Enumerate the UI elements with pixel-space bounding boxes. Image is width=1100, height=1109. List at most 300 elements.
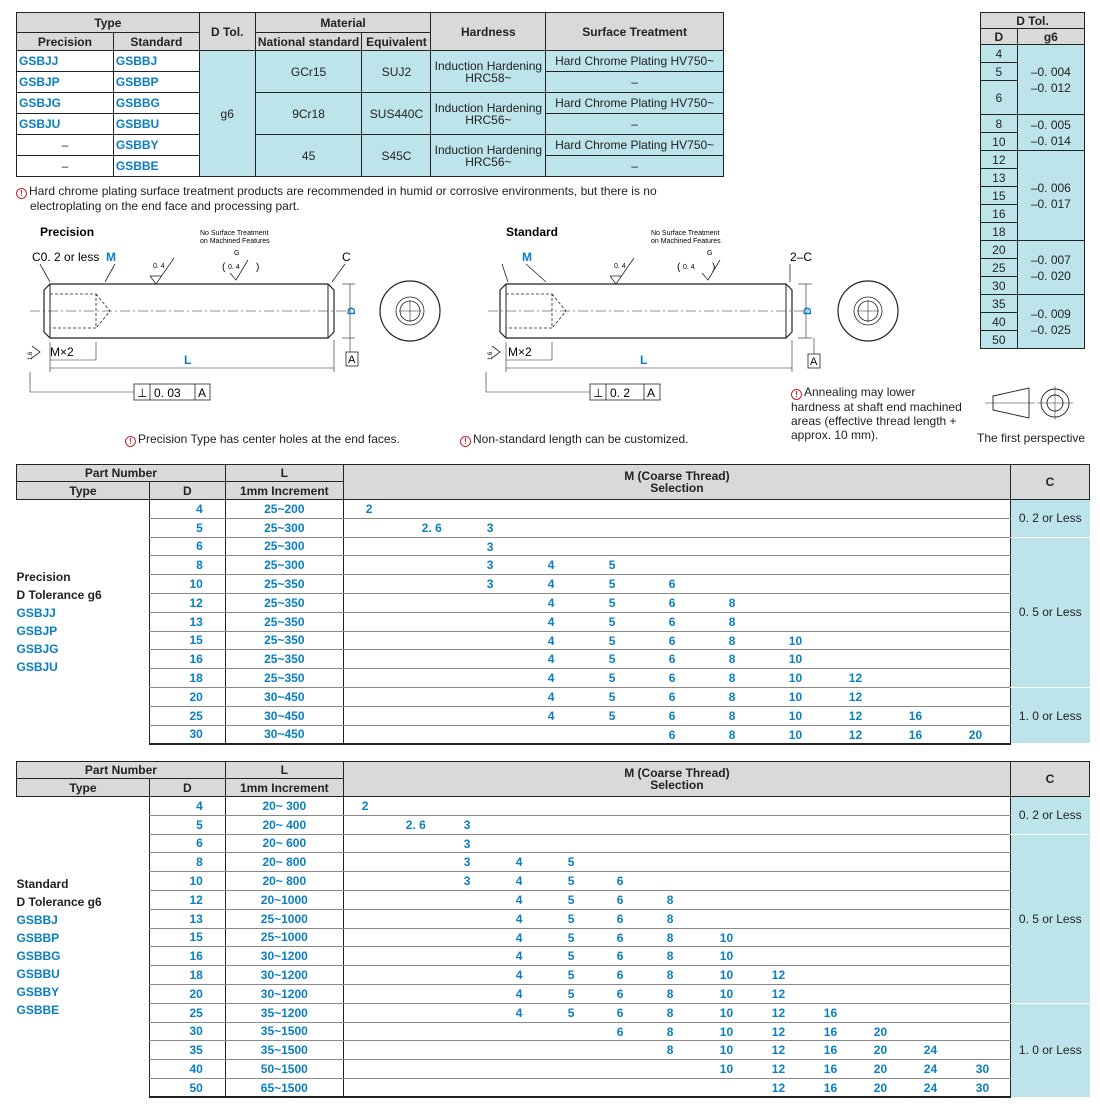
m-value: 30 bbox=[975, 1080, 990, 1095]
l-cell: 20~ 400 bbox=[225, 815, 343, 834]
m-value: 3 bbox=[486, 558, 494, 573]
dtol-d: 12 bbox=[981, 151, 1018, 169]
l-cell: 25~350 bbox=[225, 669, 343, 688]
m-value: 16 bbox=[823, 1062, 838, 1077]
l-increment-header: 1mm Increment bbox=[225, 482, 343, 500]
m-value: 4 bbox=[547, 689, 555, 704]
dtol-col-d: D bbox=[981, 29, 1018, 45]
material-header: Material bbox=[255, 13, 431, 33]
l-cell: 25~350 bbox=[225, 575, 343, 594]
m-value: 16 bbox=[908, 708, 923, 723]
m-value: 5 bbox=[608, 558, 616, 573]
m-value: 12 bbox=[771, 1005, 786, 1020]
m-value: 6 bbox=[616, 1005, 624, 1020]
d-cell: 12 bbox=[149, 593, 225, 612]
no-surface-1: No Surface Treatment bbox=[200, 230, 269, 237]
table-row bbox=[17, 650, 1090, 669]
m-value: 10 bbox=[788, 652, 803, 667]
dtol-range: –0. 009 –0. 025 bbox=[1017, 295, 1084, 349]
m-value: 6 bbox=[616, 986, 624, 1001]
d-cell: 40 bbox=[149, 1060, 225, 1079]
l-cell: 65~1500 bbox=[225, 1078, 343, 1097]
first-perspective-icon bbox=[985, 386, 1085, 426]
l-cell: 30~1200 bbox=[225, 984, 343, 1003]
d-header: D bbox=[149, 482, 225, 500]
m-value: 3 bbox=[486, 577, 494, 592]
m-value: 16 bbox=[823, 1005, 838, 1020]
c-value: 0. 2 or Less bbox=[1011, 797, 1090, 835]
caution-icon: ! bbox=[16, 188, 27, 199]
d-cell: 30 bbox=[149, 725, 225, 744]
d-cell: 20 bbox=[149, 687, 225, 706]
table-row bbox=[17, 500, 1090, 519]
l-cell: 30~450 bbox=[225, 725, 343, 744]
hardness-value: Induction Hardening HRC58~ bbox=[431, 51, 546, 93]
m-value: 12 bbox=[848, 708, 863, 723]
hardness-value: Induction Hardening HRC56~ bbox=[431, 93, 546, 135]
g-label: G bbox=[234, 250, 240, 257]
m-value: 8 bbox=[728, 652, 736, 667]
m-value: 10 bbox=[788, 727, 803, 742]
m-selection-cell bbox=[343, 928, 1010, 947]
l-cell: 50~1500 bbox=[225, 1060, 343, 1079]
m-value: 8 bbox=[728, 614, 736, 629]
c-header: C bbox=[1011, 465, 1090, 500]
m-value: 6 bbox=[616, 911, 624, 926]
m-value: 4 bbox=[515, 874, 523, 889]
m-value: 8 bbox=[728, 708, 736, 723]
m-value: 6 bbox=[668, 689, 676, 704]
paren-close: ) bbox=[712, 262, 716, 273]
m-label: M bbox=[106, 250, 116, 264]
dtol-range: –0. 004 –0. 012 bbox=[1017, 45, 1084, 115]
m-value: 12 bbox=[771, 986, 786, 1001]
roughness-16: 1.6 bbox=[28, 351, 34, 360]
m-selection-cell bbox=[343, 1078, 1010, 1097]
dtol-range: –0. 007 –0. 020 bbox=[1017, 241, 1084, 295]
m-value: 8 bbox=[728, 633, 736, 648]
m-value: 6 bbox=[668, 708, 676, 723]
m-value: 24 bbox=[923, 1062, 938, 1077]
m-label: M bbox=[522, 250, 532, 264]
drawing-title: Standard bbox=[506, 225, 559, 239]
l-cell: 25~300 bbox=[225, 556, 343, 575]
d-cell: 25 bbox=[149, 1003, 225, 1022]
c-label: 2–C bbox=[790, 250, 813, 264]
surface-value: – bbox=[546, 156, 724, 177]
table-row bbox=[17, 815, 1090, 834]
m-value: 5 bbox=[608, 633, 616, 648]
dtol-d: 6 bbox=[981, 81, 1018, 115]
m-value: 10 bbox=[719, 1043, 734, 1058]
m-header: M (Coarse Thread) Selection bbox=[343, 762, 1010, 797]
precision-code: – bbox=[17, 156, 114, 177]
c-value: 0. 5 or Less bbox=[1011, 537, 1090, 687]
d-cell: 8 bbox=[149, 853, 225, 872]
standard-code: GSBBY bbox=[113, 135, 199, 156]
perp-datum: A bbox=[647, 386, 656, 400]
m-value: 4 bbox=[547, 671, 555, 686]
m-value: 5 bbox=[567, 874, 575, 889]
perp-value: 0. 2 bbox=[610, 386, 631, 400]
m-value: 12 bbox=[848, 671, 863, 686]
roughness-16: 1.6 bbox=[488, 351, 494, 360]
m-value: 6 bbox=[616, 892, 624, 907]
chrome-note: ! Hard chrome plating surface treatment products are recommended in humid or corrosive environments, but there is no electroplating on the end face and processing part. bbox=[16, 184, 716, 213]
table-row bbox=[17, 947, 1090, 966]
m-value: 5 bbox=[608, 614, 616, 629]
m-selection-cell bbox=[343, 669, 1010, 688]
first-perspective-label: The first perspective bbox=[977, 431, 1086, 445]
m-value: 5 bbox=[567, 911, 575, 926]
precision-code: GSBJJ bbox=[17, 51, 114, 72]
standard-code: GSBBU bbox=[113, 114, 199, 135]
m-value: 4 bbox=[515, 911, 523, 926]
precision-code: GSBJG bbox=[17, 93, 114, 114]
d-cell: 15 bbox=[149, 928, 225, 947]
table-row bbox=[17, 928, 1090, 947]
dtol-header: D Tol. bbox=[199, 13, 255, 51]
l-cell: 30~1200 bbox=[225, 947, 343, 966]
m-selection-cell bbox=[343, 966, 1010, 985]
standard-code: GSBBG bbox=[113, 93, 199, 114]
surface-value: Hard Chrome Plating HV750~ bbox=[546, 135, 724, 156]
m-value: 3 bbox=[463, 874, 471, 889]
l-cell: 25~300 bbox=[225, 537, 343, 556]
material-equivalent: S45C bbox=[362, 135, 431, 177]
standard-code: GSBBJ bbox=[113, 51, 199, 72]
dtol-range: –0. 005 –0. 014 bbox=[1017, 115, 1084, 151]
table-row bbox=[17, 612, 1090, 631]
dtol-value: g6 bbox=[199, 51, 255, 177]
m-value: 16 bbox=[908, 727, 923, 742]
m-value: 8 bbox=[728, 689, 736, 704]
non-standard-note: ! Non-standard length can be customized. bbox=[460, 432, 688, 447]
m-value: 8 bbox=[666, 911, 674, 926]
d-cell: 50 bbox=[149, 1078, 225, 1097]
l-header: L bbox=[225, 465, 343, 482]
d-cell: 4 bbox=[149, 500, 225, 519]
d-cell: 8 bbox=[149, 556, 225, 575]
type-header: Type bbox=[17, 779, 150, 797]
m-value: 10 bbox=[719, 968, 734, 983]
m-selection-cell bbox=[343, 725, 1010, 744]
m-value: 5 bbox=[567, 892, 575, 907]
perp-symbol: ⊥ bbox=[593, 386, 604, 400]
dtol-d: 13 bbox=[981, 169, 1018, 187]
table-row bbox=[17, 909, 1090, 928]
m-value: 8 bbox=[666, 892, 674, 907]
m-value: 4 bbox=[547, 614, 555, 629]
d-cell: 18 bbox=[149, 669, 225, 688]
material-equivalent: SUJ2 bbox=[362, 51, 431, 93]
m-value: 8 bbox=[666, 968, 674, 983]
m-value: 8 bbox=[666, 986, 674, 1001]
dtol-d: 20 bbox=[981, 241, 1018, 259]
l-header: L bbox=[225, 762, 343, 779]
roughness-label: 0. 4 bbox=[153, 263, 165, 270]
m-value: 12 bbox=[771, 1043, 786, 1058]
caution-icon: ! bbox=[791, 389, 802, 400]
table-row bbox=[17, 706, 1090, 725]
dtol-d: 35 bbox=[981, 295, 1018, 313]
table-row bbox=[17, 890, 1090, 909]
m-value: 2 bbox=[361, 799, 369, 813]
d-header: D bbox=[149, 779, 225, 797]
l-cell: 25~300 bbox=[225, 518, 343, 537]
m-value: 6 bbox=[616, 949, 624, 964]
m-value: 20 bbox=[968, 727, 983, 742]
m-selection-cell bbox=[343, 797, 1010, 816]
l-cell: 20~ 600 bbox=[225, 834, 343, 853]
standard-code: GSBBE bbox=[113, 156, 199, 177]
d-cell: 10 bbox=[149, 872, 225, 891]
table-row bbox=[17, 1060, 1090, 1079]
d-cell: 4 bbox=[149, 797, 225, 816]
m-value: 10 bbox=[719, 949, 734, 964]
m-value: 6 bbox=[668, 595, 676, 610]
d-cell: 6 bbox=[149, 537, 225, 556]
m-value: 16 bbox=[823, 1043, 838, 1058]
paren-open: ( bbox=[677, 262, 681, 273]
m-selection-cell bbox=[343, 650, 1010, 669]
table-row bbox=[17, 797, 1090, 816]
m-selection-cell bbox=[343, 500, 1010, 519]
paren-open: ( bbox=[222, 262, 226, 273]
m-value: 6 bbox=[668, 727, 676, 742]
precision-code: – bbox=[17, 135, 114, 156]
type-header: Type bbox=[17, 482, 150, 500]
table-row bbox=[17, 1003, 1090, 1022]
perp-value: 0. 03 bbox=[154, 386, 181, 400]
m-selection-cell bbox=[343, 1060, 1010, 1079]
l-cell: 25~350 bbox=[225, 612, 343, 631]
m-header: M (Coarse Thread) Selection bbox=[343, 465, 1010, 500]
l-label: L bbox=[640, 353, 648, 367]
spec-table bbox=[16, 12, 724, 177]
m-value: 6 bbox=[668, 633, 676, 648]
material-equivalent: SUS440C bbox=[362, 93, 431, 135]
no-surface-2: on Machined Features bbox=[200, 238, 270, 245]
table-row bbox=[17, 984, 1090, 1003]
m-value: 4 bbox=[547, 633, 555, 648]
m-value: 4 bbox=[515, 1005, 523, 1020]
m-value: 3 bbox=[463, 817, 471, 832]
table-row bbox=[17, 725, 1090, 744]
d-cell: 18 bbox=[149, 966, 225, 985]
m-selection-cell bbox=[343, 706, 1010, 725]
dtol-d: 5 bbox=[981, 63, 1018, 81]
dtol-d: 8 bbox=[981, 115, 1018, 133]
l-cell: 25~350 bbox=[225, 650, 343, 669]
precision-drawing bbox=[10, 220, 480, 420]
m-value: 5 bbox=[608, 577, 616, 592]
surface-value: – bbox=[546, 114, 724, 135]
l-cell: 25~350 bbox=[225, 593, 343, 612]
paren-roughness: 0. 4 bbox=[228, 264, 240, 271]
m-value: 4 bbox=[515, 986, 523, 1001]
m-value: 20 bbox=[873, 1080, 888, 1095]
d-cell: 35 bbox=[149, 1041, 225, 1060]
standard-header: Standard bbox=[113, 33, 199, 51]
table-row bbox=[17, 631, 1090, 650]
m-selection-cell bbox=[343, 890, 1010, 909]
dtol-d: 50 bbox=[981, 331, 1018, 349]
m-value: 8 bbox=[728, 595, 736, 610]
m-value: 20 bbox=[873, 1062, 888, 1077]
surface-value: – bbox=[546, 72, 724, 93]
m-value: 10 bbox=[719, 1062, 734, 1077]
mx2-label: M×2 bbox=[50, 345, 74, 359]
m-value: 4 bbox=[547, 595, 555, 610]
m-value: 4 bbox=[515, 968, 523, 983]
table-row bbox=[17, 834, 1090, 853]
table-row bbox=[17, 872, 1090, 891]
m-value: 5 bbox=[608, 689, 616, 704]
m-value: 8 bbox=[666, 1043, 674, 1058]
m-selection-cell bbox=[343, 815, 1010, 834]
d-label: D bbox=[802, 307, 814, 315]
m-value: 20 bbox=[873, 1024, 888, 1039]
equivalent-header: Equivalent bbox=[362, 33, 431, 51]
c-value: 0. 5 or Less bbox=[1011, 834, 1090, 1003]
l-cell: 35~1500 bbox=[225, 1041, 343, 1060]
m-value: 4 bbox=[547, 652, 555, 667]
d-cell: 10 bbox=[149, 575, 225, 594]
m-value: 6 bbox=[616, 874, 624, 889]
table-row bbox=[17, 669, 1090, 688]
m-value: 4 bbox=[515, 892, 523, 907]
l-cell: 25~1000 bbox=[225, 928, 343, 947]
m-value: 6 bbox=[616, 968, 624, 983]
paren-roughness: 0. 4 bbox=[683, 264, 695, 271]
m-value: 4 bbox=[515, 930, 523, 945]
standard-code: GSBBP bbox=[113, 72, 199, 93]
g-label: G bbox=[707, 250, 713, 257]
m-selection-cell bbox=[343, 612, 1010, 631]
drawing-title: Precision bbox=[40, 225, 95, 239]
table-row bbox=[17, 1078, 1090, 1097]
d-cell: 5 bbox=[149, 518, 225, 537]
d-cell: 30 bbox=[149, 1022, 225, 1041]
m-value: 3 bbox=[486, 520, 494, 535]
m-value: 6 bbox=[668, 614, 676, 629]
surface-value: Hard Chrome Plating HV750~ bbox=[546, 93, 724, 114]
m-value: 5 bbox=[567, 949, 575, 964]
m-value: 5 bbox=[567, 986, 575, 1001]
l-cell: 30~450 bbox=[225, 706, 343, 725]
paren-close: ) bbox=[256, 262, 260, 273]
m-value: 10 bbox=[719, 1024, 734, 1039]
dtol-d: 15 bbox=[981, 187, 1018, 205]
dtol-d: 40 bbox=[981, 313, 1018, 331]
m-value: 8 bbox=[728, 671, 736, 686]
m-value: 2. 6 bbox=[421, 520, 442, 535]
caution-icon: ! bbox=[125, 436, 136, 447]
chamfer-label: C0. 2 or less bbox=[32, 250, 100, 264]
national-header: National standard bbox=[255, 33, 362, 51]
m-selection-cell bbox=[343, 575, 1010, 594]
hardness-value: Induction Hardening HRC56~ bbox=[431, 135, 546, 177]
l-cell: 25~200 bbox=[225, 500, 343, 519]
d-cell: 15 bbox=[149, 631, 225, 650]
d-cell: 12 bbox=[149, 890, 225, 909]
m-value: 4 bbox=[547, 558, 555, 573]
d-cell: 6 bbox=[149, 834, 225, 853]
m-value: 8 bbox=[666, 949, 674, 964]
dtol-col-g6: g6 bbox=[1017, 29, 1084, 45]
type-cell: Precision D Tolerance g6 GSBJJ GSBJP GSBJG GSBJU bbox=[16, 569, 102, 674]
m-value: 3 bbox=[486, 539, 494, 554]
m-value: 6 bbox=[616, 1024, 624, 1039]
m-value: 10 bbox=[788, 708, 803, 723]
m-value: 8 bbox=[666, 930, 674, 945]
caution-icon: ! bbox=[460, 436, 471, 447]
dtol-table bbox=[980, 12, 1085, 349]
part-number-header: Part Number bbox=[17, 465, 226, 482]
m-value: 6 bbox=[668, 577, 676, 592]
m-value: 8 bbox=[666, 1024, 674, 1039]
dtol-d: 30 bbox=[981, 277, 1018, 295]
table-row bbox=[17, 687, 1090, 706]
m-value: 6 bbox=[616, 930, 624, 945]
m-value: 10 bbox=[788, 633, 803, 648]
m-value: 6 bbox=[668, 671, 676, 686]
m-selection-cell bbox=[343, 537, 1010, 556]
hardness-header: Hardness bbox=[431, 13, 546, 51]
m-value: 4 bbox=[547, 577, 555, 592]
m-value: 5 bbox=[567, 855, 575, 870]
m-selection-cell bbox=[343, 1003, 1010, 1022]
annealing-note: ! Annealing may lower hardness at shaft end machined areas (effective thread length + approx. 10 mm). bbox=[791, 385, 962, 442]
no-surface-2: on Machined Features bbox=[651, 238, 721, 245]
table-row bbox=[17, 1022, 1090, 1041]
m-value: 3 bbox=[463, 836, 471, 851]
d-cell: 5 bbox=[149, 815, 225, 834]
m-value: 8 bbox=[666, 1005, 674, 1020]
material-national: GCr15 bbox=[255, 51, 362, 93]
d-cell: 20 bbox=[149, 984, 225, 1003]
table-row bbox=[17, 853, 1090, 872]
precision-part-table bbox=[16, 464, 1090, 745]
mx2-label: M×2 bbox=[508, 345, 532, 359]
c-header: C bbox=[1011, 762, 1090, 797]
m-value: 30 bbox=[975, 1062, 990, 1077]
d-cell: 16 bbox=[149, 650, 225, 669]
m-value: 2. 6 bbox=[405, 817, 426, 832]
m-value: 5 bbox=[608, 708, 616, 723]
m-value: 5 bbox=[567, 1005, 575, 1020]
l-label: L bbox=[184, 353, 192, 367]
m-value: 12 bbox=[771, 1062, 786, 1077]
m-value: 12 bbox=[848, 727, 863, 742]
m-value: 12 bbox=[771, 1024, 786, 1039]
m-selection-cell bbox=[343, 518, 1010, 537]
table-row bbox=[17, 1041, 1090, 1060]
dtol-range: –0. 006 –0. 017 bbox=[1017, 151, 1084, 241]
m-value: 16 bbox=[823, 1024, 838, 1039]
l-cell: 25~1000 bbox=[225, 909, 343, 928]
table-row bbox=[17, 966, 1090, 985]
m-value: 16 bbox=[823, 1080, 838, 1095]
m-selection-cell bbox=[343, 1022, 1010, 1041]
m-value: 8 bbox=[728, 727, 736, 742]
m-selection-cell bbox=[343, 909, 1010, 928]
perp-symbol: ⊥ bbox=[137, 386, 148, 400]
d-cell: 13 bbox=[149, 909, 225, 928]
d-cell: 16 bbox=[149, 947, 225, 966]
c-label: C bbox=[342, 250, 351, 264]
